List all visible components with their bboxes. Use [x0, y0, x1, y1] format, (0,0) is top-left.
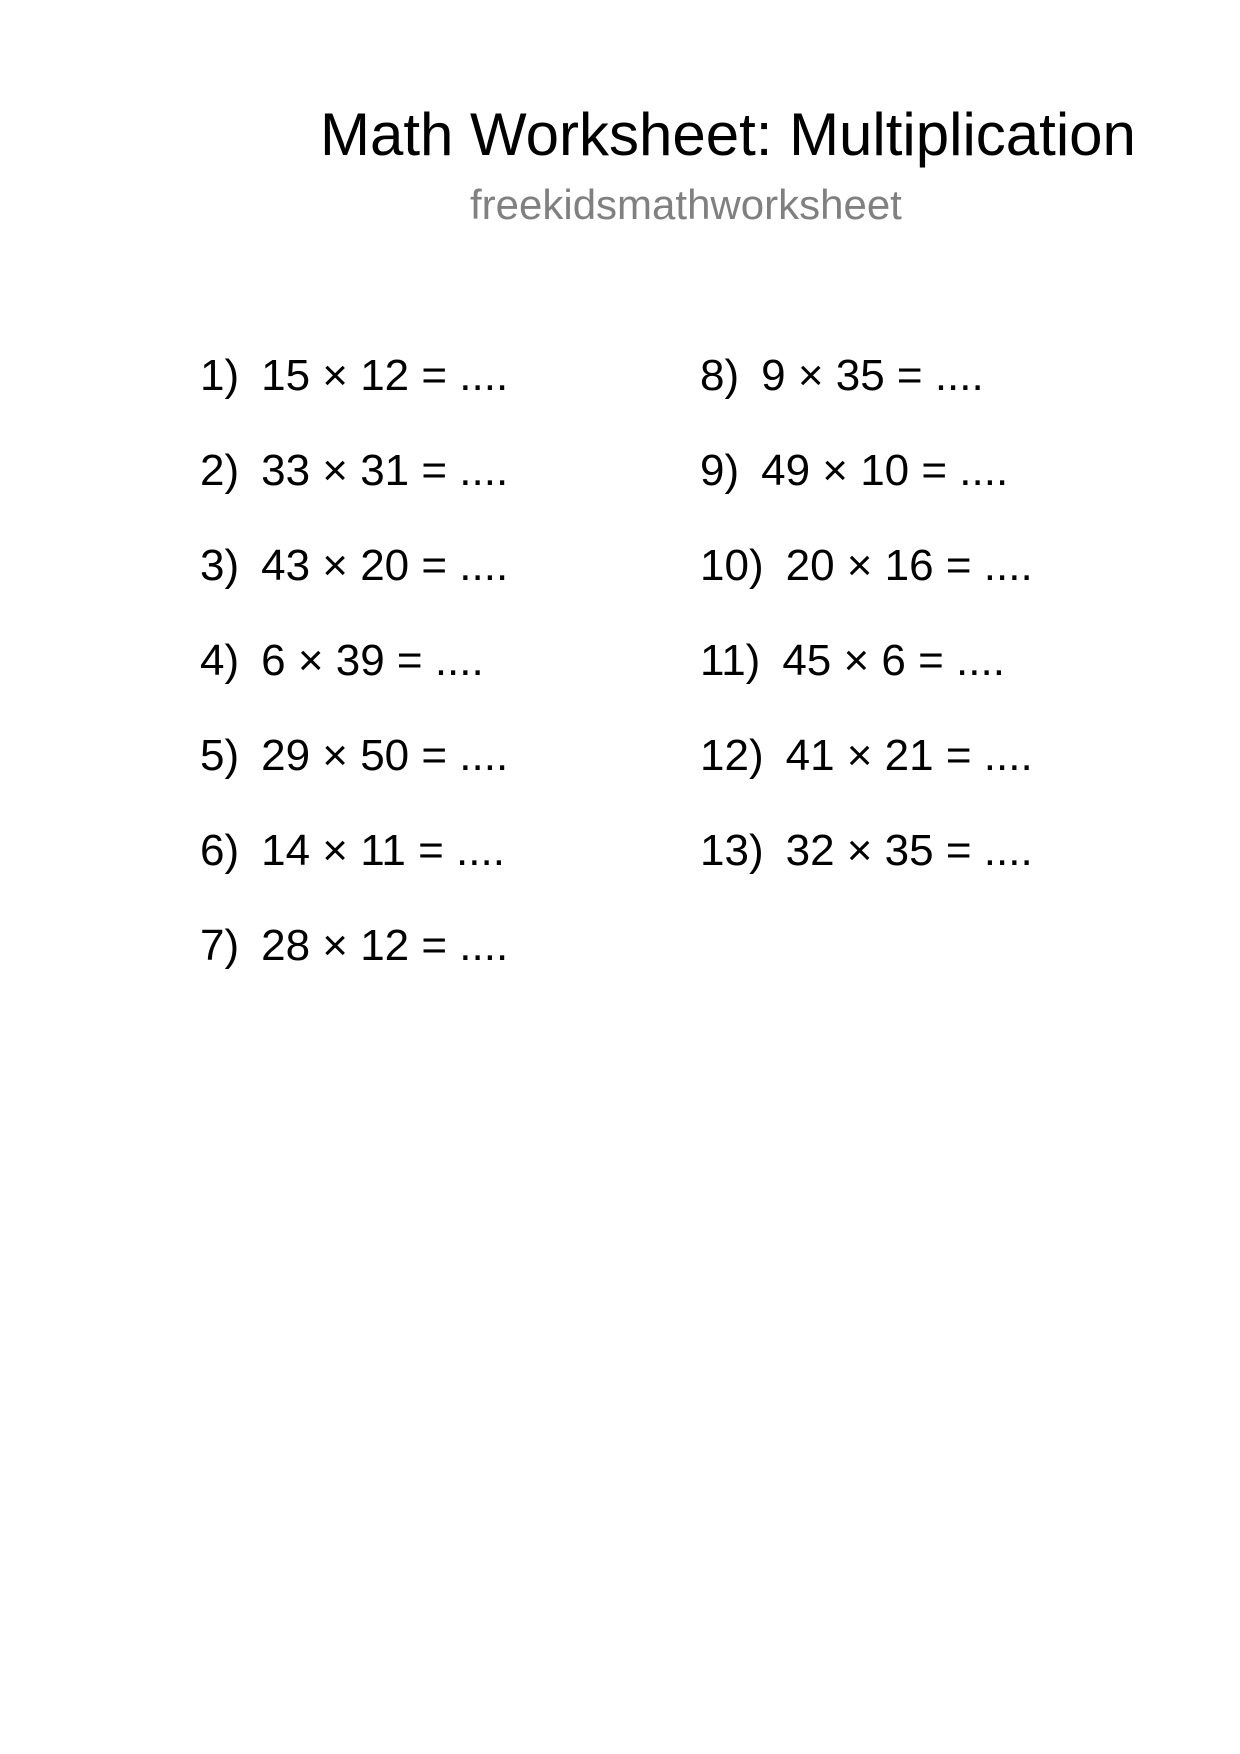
problem-number: 3) — [200, 541, 240, 590]
problem-item — [200, 540, 680, 635]
page-subtitle: freekidsmathworksheet — [470, 181, 902, 228]
problem-number: 12) — [700, 731, 764, 780]
problem-list-left — [200, 350, 680, 1015]
problem-expression: 32 × 35 = .... — [785, 826, 1033, 875]
problem-number: 8) — [700, 351, 740, 400]
problem-expression: 49 × 10 = .... — [761, 446, 1009, 495]
problem-item — [200, 730, 680, 825]
problem-number: 1) — [200, 351, 240, 400]
problem-item — [200, 445, 680, 540]
problem-item — [700, 350, 1180, 445]
problem-item — [200, 825, 680, 920]
problem-expression: 33 × 31 = .... — [261, 446, 509, 495]
problem-expression: 43 × 20 = .... — [261, 541, 509, 590]
problem-number: 5) — [200, 731, 240, 780]
problem-expression: 41 × 21 = .... — [785, 731, 1033, 780]
problem-number: 4) — [200, 636, 240, 685]
problem-number: 10) — [700, 541, 764, 590]
problem-expression: 6 × 39 = .... — [261, 636, 484, 685]
problem-item — [700, 730, 1180, 825]
problem-expression: 9 × 35 = .... — [761, 351, 984, 400]
problem-number: 2) — [200, 446, 240, 495]
problem-expression: 28 × 12 = .... — [261, 921, 509, 970]
problem-expression: 15 × 12 = .... — [261, 351, 509, 400]
problem-item — [200, 635, 680, 730]
problem-number: 11) — [700, 636, 761, 685]
problem-item — [700, 540, 1180, 635]
problem-item — [700, 825, 1180, 920]
page-title: Math Worksheet: Multiplication — [320, 101, 1136, 168]
problem-number: 7) — [200, 921, 240, 970]
problem-item — [700, 445, 1180, 540]
problem-item — [200, 350, 680, 445]
problem-number: 6) — [200, 826, 240, 875]
problem-number: 9) — [700, 446, 740, 495]
problem-number: 13) — [700, 826, 764, 875]
problem-expression: 20 × 16 = .... — [785, 541, 1033, 590]
problem-expression: 14 × 11 = .... — [261, 826, 505, 875]
problem-list-right — [700, 350, 1180, 920]
problem-expression: 29 × 50 = .... — [261, 731, 509, 780]
problem-expression: 45 × 6 = .... — [782, 636, 1005, 685]
problem-item — [700, 635, 1180, 730]
problem-item — [200, 920, 680, 1015]
